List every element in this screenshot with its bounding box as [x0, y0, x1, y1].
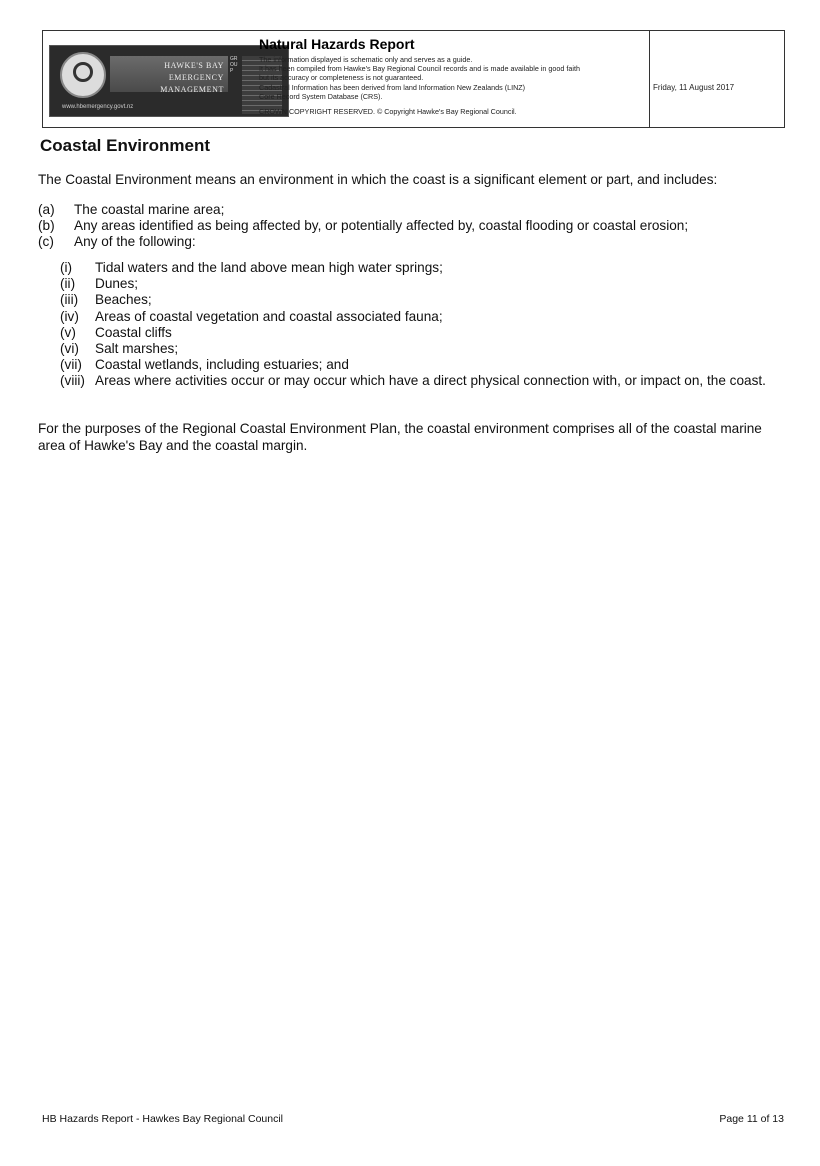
disclaimer-line: It has been compiled from Hawke's Bay Regional Council records and is made available in good faith: [259, 64, 580, 74]
sub-list-item: [60, 260, 766, 276]
list-marker: (b): [38, 218, 55, 233]
header-divider: [649, 31, 650, 127]
sub-list-marker: (vii): [60, 357, 82, 373]
closing-paragraph: For the purposes of the Regional Coastal Environment Plan, the coastal environment comprises all of the coastal marine area of Hawke's Bay and the coastal margin.: [38, 421, 762, 453]
hb-emergency-management-logo: [49, 45, 289, 117]
section-title: Coastal Environment: [40, 136, 211, 155]
sub-list-item: [60, 373, 766, 389]
list-marker: (c): [38, 234, 54, 249]
sub-list-item: [60, 309, 766, 325]
list-item-text: The coastal marine area;: [74, 202, 225, 217]
sub-list-item-text: Salt marshes;: [95, 341, 179, 357]
logo-group-text: GROUP: [230, 56, 238, 74]
list-item-text: Any of the following:: [74, 234, 196, 249]
sub-list-item: [60, 341, 766, 357]
sub-list-item: [60, 276, 766, 292]
disclaimer-line: Cadastral Information has been derived from land Information New Zealands (LINZ): [259, 82, 526, 92]
sub-list-item-text: Coastal cliffs: [95, 324, 172, 340]
logo-url: www.hbemergency.govt.nz: [62, 104, 134, 110]
section-intro: The Coastal Environment means an environment in which the coast is a significant element or part, and includes:: [38, 172, 718, 187]
logo-name-line1: HAWKE'S BAY: [164, 61, 224, 70]
list-item: [38, 218, 688, 234]
list-item-text: Any areas identified as being affected by, or potentially affected by, coastal flooding or coastal erosion;: [74, 218, 689, 233]
footer-title: HB Hazards Report - Hawkes Bay Regional Council: [42, 1113, 284, 1125]
sub-list-item-text: Beaches;: [95, 292, 152, 308]
logo-name: [110, 56, 228, 92]
sub-list-item-text: Areas of coastal vegetation and coastal associated fauna;: [95, 308, 443, 324]
sub-list-marker: (v): [60, 324, 76, 340]
report-header: [42, 30, 785, 128]
sub-list-marker: (iii): [60, 292, 79, 308]
sub-list-marker: (viii): [60, 373, 85, 389]
report-date: Friday, 11 August 2017: [653, 83, 735, 92]
report-title: Natural Hazards Report: [259, 36, 415, 52]
disclaimer-line: Core Record System Database (CRS).: [259, 91, 383, 101]
sub-list-item-text: Areas where activities occur or may occur which have a direct physical connection with, or impact on, the coast.: [95, 373, 766, 389]
sub-list-item: [60, 292, 766, 308]
sub-list-item: [60, 357, 766, 373]
report-info: [259, 35, 647, 116]
sub-list-marker: (i): [60, 260, 73, 275]
sub-definition-list: [60, 260, 766, 390]
civil-defence-emblem-icon: [60, 52, 106, 98]
sub-list-marker: (ii): [60, 276, 76, 292]
copyright-notice: CROWN COPYRIGHT RESERVED. © Copyright Hawke's Bay Regional Council.: [259, 107, 517, 117]
disclaimer-line: The information displayed is schematic only and serves as a guide.: [259, 55, 473, 64]
sub-list-item-text: Coastal wetlands, including estuaries; and: [95, 357, 349, 373]
disclaimer-line: but its accuracy or completeness is not guaranteed.: [259, 73, 424, 83]
sub-list-item-text: Tidal waters and the land above mean high water springs;: [95, 260, 443, 275]
list-item: [38, 202, 688, 218]
sub-list-marker: (vi): [60, 341, 79, 357]
page-number: Page 11 of 13: [719, 1113, 784, 1125]
list-item: [38, 234, 688, 250]
sub-list-item-text: Dunes;: [95, 276, 139, 292]
list-marker: (a): [38, 202, 55, 217]
sub-list-marker: (iv): [60, 308, 79, 324]
definition-list: [38, 202, 688, 250]
sub-list-item: [60, 325, 766, 341]
logo-name-line2: EMERGENCY MANAGEMENT: [160, 73, 224, 94]
